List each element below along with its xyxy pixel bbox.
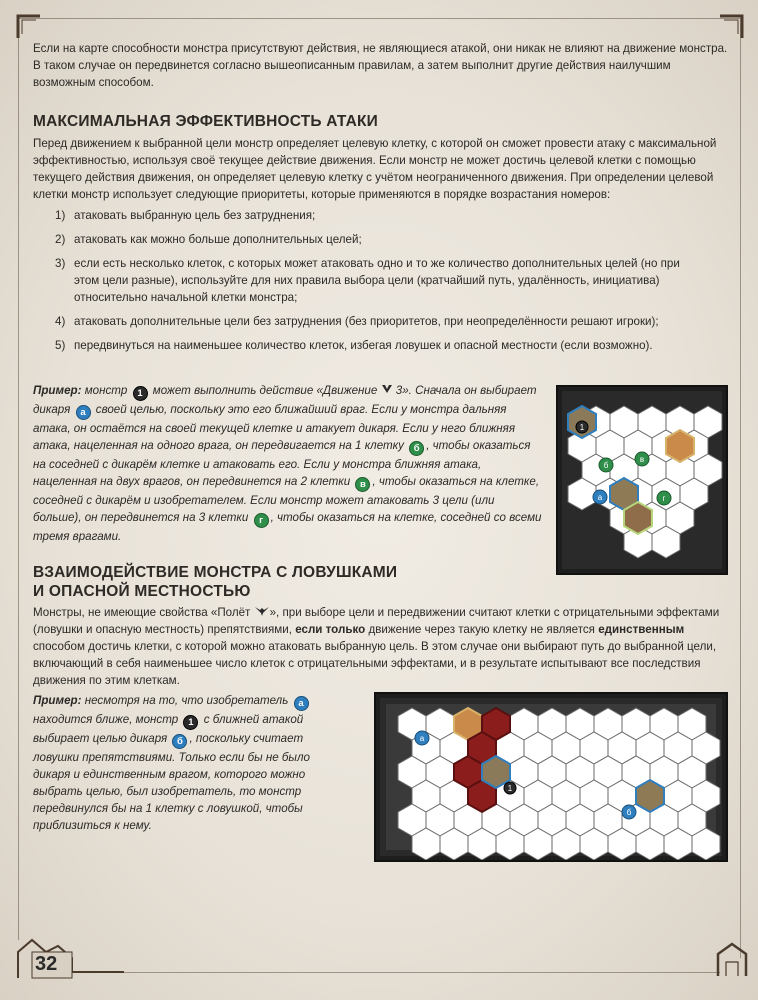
frame-top-line <box>18 18 740 19</box>
monster-1-badge-icon: 1 <box>183 715 198 730</box>
move-icon <box>381 384 393 395</box>
monster-1-label: 1 <box>579 423 585 432</box>
page-number-ornament <box>14 932 134 982</box>
svg-text:1: 1 <box>507 784 513 793</box>
section2-body-wrap <box>33 604 728 689</box>
frame-left-line <box>18 18 19 940</box>
hex-grid-1 <box>558 387 726 573</box>
section2-body: Монстры, не имеющие свойства «Полёт », при выборе цели и передвижении считают клетки с отрицательными эффектами (ловушки и опасную местность) препятствиями, если только движение через такую клетку не является единственным способом достичь клетки, с которой можно атаковать выбранную цель. В этом случае они выбирают путь до выбранной цели, включающий в себя наименьшее число клеток с отрицательными эффектами, и в результате испытывают все последствия движения по этим клеткам. <box>33 606 720 687</box>
target-a-badge-icon: а <box>76 405 91 420</box>
example-2-text: Пример: несмотря на то, что изобретатель а находится ближе, монстр 1 с ближней атакой выбирает целью дикаря б , поскольку считает ловушки препятствиями. Только если бы не было дикаря и единственным врагом, которого можно выбрать целью, был изобретатель, то монстр передвинулся бы на 1 клетку с ловушкой, чтобы приблизиться к нему. <box>33 694 310 832</box>
section2 <box>33 563 533 601</box>
section-heading-traps-line1: ВЗАИМОДЕЙСТВИЕ МОНСТРА С ЛОВУШКАМИ <box>33 564 398 581</box>
corner-ornament-top-left <box>14 12 44 42</box>
flying-icon <box>254 605 270 617</box>
inventor-token <box>666 430 694 462</box>
svg-text:г: г <box>662 494 666 503</box>
list-item: 4) атаковать дополнительные цели без затруднения (без приоритетов, при неопределённости решают игроки); <box>55 315 659 328</box>
third-enemy-token <box>624 502 652 534</box>
list-item: 1) атаковать выбранную цель без затруднения; <box>55 209 316 222</box>
example-1-board <box>556 385 728 575</box>
intro-paragraph: Если на карте способности монстра присутствуют действия, не являющиеся атакой, они никак не влияют на движение монстра. В таком случае он передвинется согласно вышеописанным правилам, а затем выполнит другие действия наилучшим возможным способом. <box>33 42 728 89</box>
page-number: 32 <box>35 953 58 975</box>
svg-text:а: а <box>597 493 603 502</box>
hex-grid-2 <box>376 694 726 860</box>
priority-list <box>33 207 728 354</box>
section1-body: Перед движением к выбранной цели монстр определяет целевую клетку, с которой он сможет провести атаку с максимальной эффективностью, используя своё текущее действие движения. Если монстр не может достичь целевой клетки с помощью текущего действия движения, он определяет целевую клетку с учётом неограниченного движения. При определении целевой клетки монстр использует следующие приоритеты, которые применяются в порядке возрастания номеров: <box>33 137 717 201</box>
svg-text:б: б <box>626 808 632 817</box>
example-2 <box>33 692 338 834</box>
example-2-board <box>374 692 728 862</box>
section-heading-attack-efficiency: МАКСИМАЛЬНАЯ ЭФФЕКТИВНОСТЬ АТАКИ <box>33 113 378 130</box>
page-content <box>33 40 728 354</box>
list-item: 2) атаковать как можно больше дополнительных целей; <box>55 233 362 246</box>
example-1-text: Пример: монстр 1 может выполнить действие «Движение 3». Сначала он выбирает дикаря а своей целью, поскольку это его ближайший враг. Если у монстра дальняя атака, он остаётся на своей текущей клетке и атакует дикаря. Если у него ближняя атака, нацеленная на одного врага, он передвигается на 1 клетку б , чтобы оказаться на соседней с дикарём клетке и атаковать его. Если у монстра ближняя атака, нацеленная на двух врагов, он передвинется на 2 клетки в , чтобы оказаться на клетке, соседней с дикарём и изобретателем. Если монстр может атаковать 3 цели (или больше), он передвинется на 3 клетки г , чтобы оказаться на клетке, соседней со всеми тремя врагами. <box>33 384 542 543</box>
example-label: Пример: <box>33 384 82 397</box>
hex-v-badge-icon: в <box>355 477 370 492</box>
hex-b-badge-icon: б <box>409 441 424 456</box>
corner-ornament-bottom-right <box>712 940 752 980</box>
svg-text:в: в <box>639 455 645 464</box>
list-item: 3) если есть несколько клеток, с которых может атаковать одно и то же количество дополнительных целей (но при этом цели разные), используйте для них правила выбора цели (кратчайший путь, удалённость, инициатива) относительно начальной клетки монстра; <box>55 257 680 304</box>
savage-token <box>636 780 664 812</box>
hex-g-badge-icon: г <box>254 513 269 528</box>
monster-1-badge-icon: 1 <box>133 386 148 401</box>
svg-text:б: б <box>603 461 609 470</box>
example-1 <box>33 382 545 545</box>
corner-ornament-top-right <box>716 12 746 42</box>
target-b-badge-icon: б <box>172 734 187 749</box>
example-label: Пример: <box>33 694 82 707</box>
frame-right-line <box>740 18 741 958</box>
list-item: 5) передвинуться на наименьшее количество клеток, избегая ловушек и опасной местности (если возможно). <box>55 339 653 352</box>
frame-bottom-line <box>80 972 720 973</box>
svg-text:а: а <box>419 734 425 743</box>
section-heading-traps-line2: И ОПАСНОЙ МЕСТНОСТЬЮ <box>33 583 251 600</box>
target-a-badge-icon: а <box>294 696 309 711</box>
